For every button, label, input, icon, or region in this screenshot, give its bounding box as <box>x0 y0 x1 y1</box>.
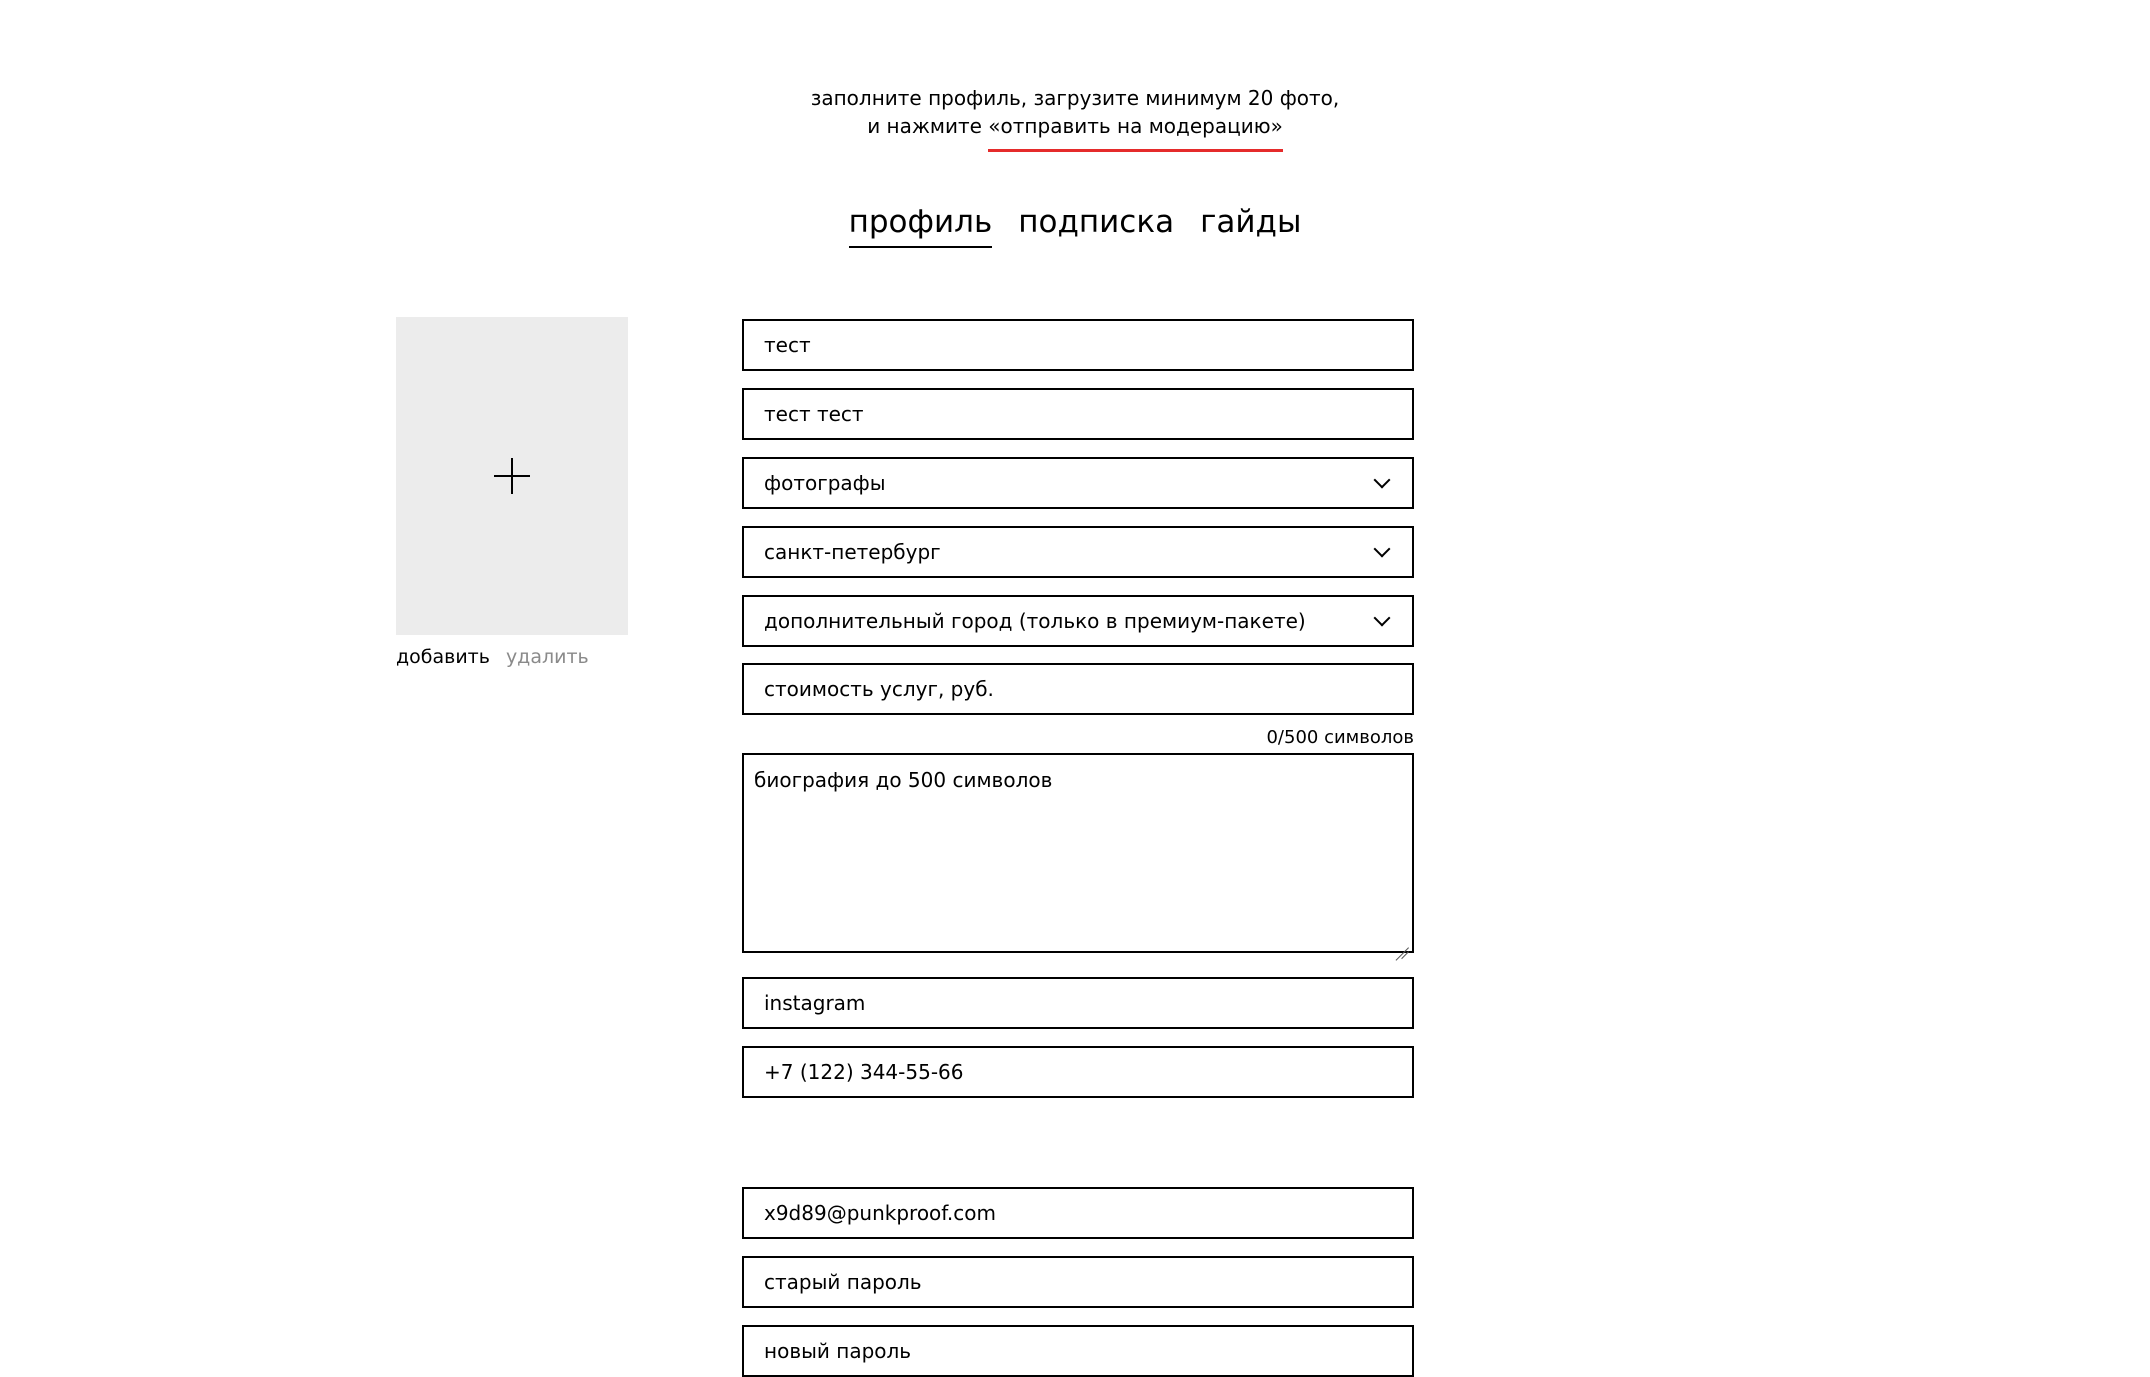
city-select[interactable] <box>742 526 1414 578</box>
submit-moderation-link[interactable]: «отправить на модерацию» <box>988 114 1283 138</box>
photo-actions <box>396 644 589 670</box>
bio-textarea[interactable] <box>742 753 1414 953</box>
tabs <box>0 202 2150 248</box>
instagram-placeholder: instagram <box>764 991 866 1015</box>
intro-text <box>0 84 2150 140</box>
phone-field[interactable] <box>742 1046 1414 1098</box>
tab-guides[interactable]: гайды <box>1200 204 1302 240</box>
resize-handle-icon[interactable] <box>1395 934 1409 948</box>
photo-upload-area[interactable] <box>396 317 628 635</box>
first-name-value: тест <box>764 333 811 357</box>
price-field[interactable] <box>742 663 1414 715</box>
chevron-down-icon <box>1374 472 1391 489</box>
new-password-field[interactable] <box>742 1325 1414 1377</box>
intro-line-2 <box>0 112 2150 140</box>
city-value: санкт-петербург <box>764 540 941 564</box>
instagram-field[interactable] <box>742 977 1414 1029</box>
phone-value: +7 (122) 344-55-66 <box>764 1060 964 1084</box>
plus-icon <box>494 458 530 494</box>
old-password-placeholder: старый пароль <box>764 1270 922 1294</box>
extra-city-value: дополнительный город (только в премиум-пакете) <box>764 609 1306 633</box>
intro-line-1: заполните профиль, загрузите минимум 20 фото, <box>810 86 1340 110</box>
bio-char-counter: 0/500 символов <box>1266 727 1414 748</box>
extra-city-select[interactable] <box>742 595 1414 647</box>
add-photo-button[interactable]: добавить <box>396 646 490 668</box>
chevron-down-icon <box>1374 610 1391 627</box>
remove-photo-button[interactable]: удалить <box>505 646 589 668</box>
first-name-field[interactable] <box>742 319 1414 371</box>
old-password-field[interactable] <box>742 1256 1414 1308</box>
email-value: x9d89@punkproof.com <box>764 1201 996 1225</box>
bio-placeholder: биография до 500 символов <box>754 768 1053 792</box>
category-select[interactable] <box>742 457 1414 509</box>
category-value: фотографы <box>764 471 886 495</box>
chevron-down-icon <box>1374 541 1391 558</box>
email-field[interactable] <box>742 1187 1414 1239</box>
tab-profile[interactable]: профиль <box>849 202 993 248</box>
price-placeholder: стоимость услуг, руб. <box>764 677 994 701</box>
full-name-field[interactable] <box>742 388 1414 440</box>
new-password-placeholder: новый пароль <box>764 1339 912 1363</box>
full-name-value: тест тест <box>764 402 864 426</box>
tab-subscription[interactable]: подписка <box>1018 204 1175 240</box>
intro-line-2-prefix: и нажмите <box>867 114 989 138</box>
